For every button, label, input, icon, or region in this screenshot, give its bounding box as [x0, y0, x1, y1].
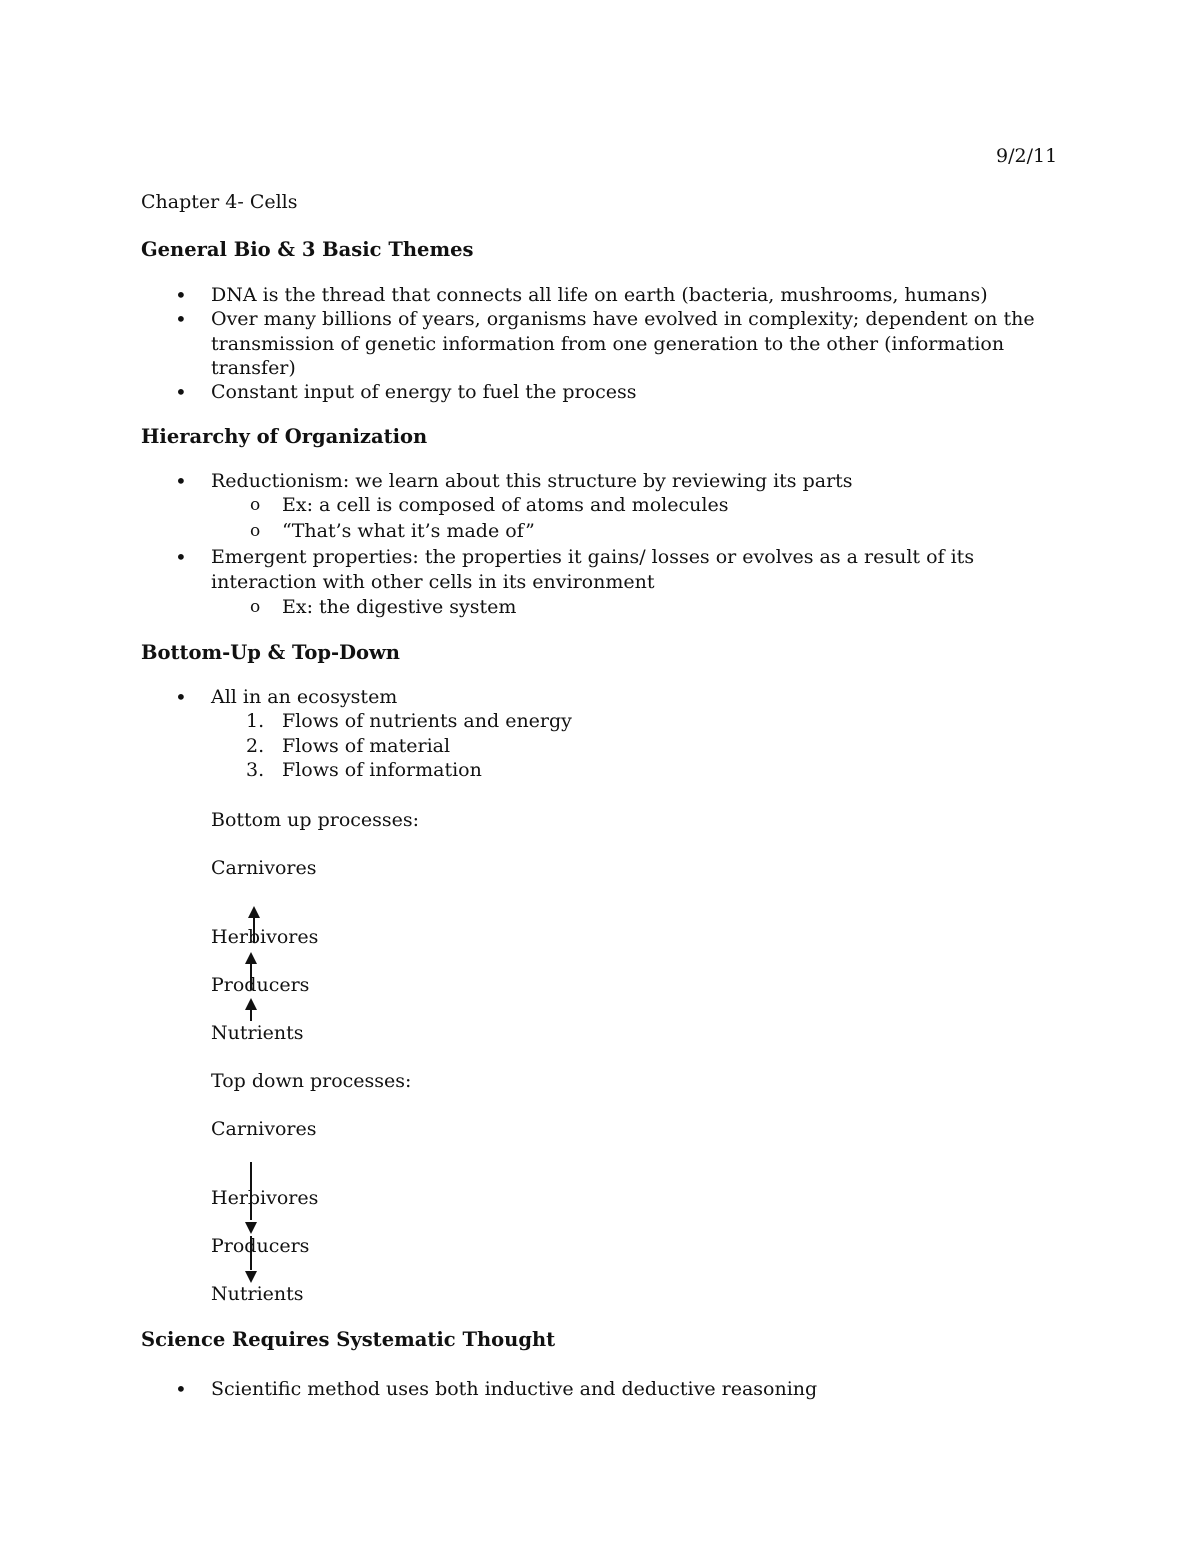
list-number: 1.: [246, 710, 265, 732]
bullet-text-emergent-cont: interaction with other cells in its environment: [211, 571, 655, 593]
bottom-up-label: Bottom up processes:: [211, 809, 420, 831]
bullet-marker: •: [175, 685, 187, 709]
top-down-herbivores: Herbivores: [211, 1187, 319, 1209]
bullet-text-dna: DNA is the thread that connects all life on earth (bacteria, mushrooms, humans): [211, 284, 988, 306]
top-down-nutrients: Nutrients: [211, 1283, 304, 1305]
bullet-text-ecosystem: All in an ecosystem: [211, 686, 398, 708]
bullet-marker: •: [175, 380, 187, 404]
list-number: 3.: [246, 759, 265, 781]
top-down-carnivores: Carnivores: [211, 1118, 317, 1140]
sub-bullet-marker: o: [250, 495, 261, 515]
bullet-marker: •: [175, 469, 187, 493]
sub-bullet-text-made-of: “That’s what it’s made of”: [282, 520, 535, 542]
document-date: 9/2/11: [996, 145, 1058, 167]
sub-bullet-marker: o: [250, 521, 261, 541]
list-number: 2.: [246, 735, 265, 757]
bullet-marker: •: [175, 307, 187, 331]
bottom-up-producers: Producers: [211, 974, 310, 996]
bullet-text-evolution: Over many billions of years, organisms have evolved in complexity; dependent on the: [211, 308, 1035, 330]
bullet-text-emergent: Emergent properties: the properties it gains/ losses or evolves as a result of its: [211, 546, 975, 568]
up-arrow-icon: [245, 998, 257, 1021]
bottom-up-herbivores: Herbivores: [211, 926, 319, 948]
chapter-title: Chapter 4- Cells: [141, 191, 298, 213]
bottom-up-nutrients: Nutrients: [211, 1022, 304, 1044]
bullet-text-evolution-cont: transmission of genetic information from one generation to the other (information: [211, 333, 1005, 355]
section-heading-hierarchy: Hierarchy of Organization: [141, 425, 428, 448]
bullet-marker: •: [175, 283, 187, 307]
bottom-up-carnivores: Carnivores: [211, 857, 317, 879]
list-item-material: Flows of material: [282, 735, 451, 757]
section-heading-science: Science Requires Systematic Thought: [141, 1328, 556, 1351]
bullet-text-energy: Constant input of energy to fuel the process: [211, 381, 637, 403]
list-item-information: Flows of information: [282, 759, 482, 781]
sub-bullet-marker: o: [250, 597, 261, 617]
bullet-text-scientific-method: Scientific method uses both inductive and deductive reasoning: [211, 1378, 818, 1400]
bullet-marker: •: [175, 1377, 187, 1401]
bullet-text-evolution-cont2: transfer): [211, 357, 296, 379]
bullet-marker: •: [175, 545, 187, 569]
section-heading-themes: General Bio & 3 Basic Themes: [141, 238, 474, 261]
section-heading-bottom-up: Bottom-Up & Top-Down: [141, 641, 400, 664]
bullet-text-reductionism: Reductionism: we learn about this structure by reviewing its parts: [211, 470, 853, 492]
top-down-producers: Producers: [211, 1235, 310, 1257]
list-item-nutrients-energy: Flows of nutrients and energy: [282, 710, 572, 732]
sub-bullet-text-cell: Ex: a cell is composed of atoms and molecules: [282, 494, 729, 516]
top-down-label: Top down processes:: [211, 1070, 412, 1092]
sub-bullet-text-digestive: Ex: the digestive system: [282, 596, 517, 618]
